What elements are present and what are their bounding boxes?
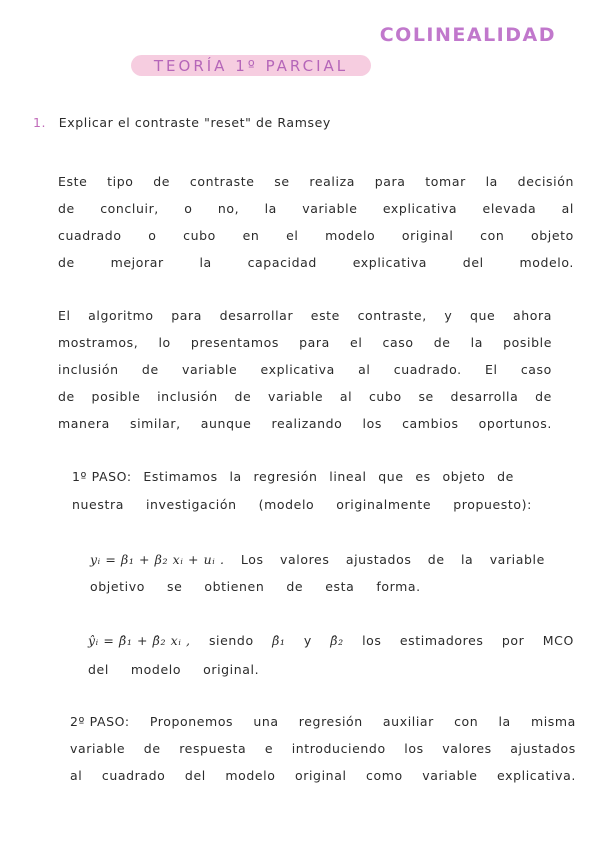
word: de <box>153 174 171 189</box>
word: nuestra <box>72 497 124 512</box>
question-heading <box>33 115 331 130</box>
word: de <box>497 469 514 484</box>
word: es <box>415 469 431 484</box>
word: ahora <box>512 308 552 323</box>
word: MCO <box>542 633 574 648</box>
word: original. <box>203 662 260 677</box>
word: modelo <box>225 768 276 783</box>
word: ajustados <box>510 741 576 756</box>
word: investigación <box>145 497 237 512</box>
step-1-equation <box>90 546 545 600</box>
word: este <box>310 308 340 323</box>
word: β̂₂ <box>330 633 344 648</box>
step-1 <box>72 463 532 519</box>
text-line <box>58 249 574 276</box>
word: de <box>58 255 75 270</box>
page-title: COLINEALIDAD <box>379 24 556 46</box>
word: del <box>462 255 484 270</box>
word: que <box>378 469 404 484</box>
word: mejorar <box>110 255 164 270</box>
word: en <box>242 228 260 243</box>
subtitle: TEORÍA 1º PARCIAL <box>153 57 349 75</box>
word: esta <box>325 579 355 594</box>
text-line <box>72 491 532 519</box>
word: lineal <box>329 469 367 484</box>
word: de <box>234 389 252 404</box>
text-line <box>58 222 574 249</box>
question-number: 1. <box>33 115 47 130</box>
word: al <box>70 768 83 783</box>
word: o <box>184 201 193 216</box>
text-line <box>58 410 552 437</box>
question-text: Explicar el contraste "reset" de Ramsey <box>58 115 331 130</box>
word: valores <box>442 741 492 756</box>
word: capacidad <box>247 255 317 270</box>
word: y <box>303 633 312 648</box>
word: la <box>498 714 511 729</box>
word: variable <box>182 362 238 377</box>
text-line <box>58 195 574 222</box>
word: se <box>166 579 183 594</box>
word: modelo <box>130 662 182 677</box>
word: objeto <box>442 469 486 484</box>
word: la <box>199 255 212 270</box>
word: e <box>264 741 274 756</box>
word: cuadrado. <box>393 362 462 377</box>
word: se <box>418 389 434 404</box>
step-2 <box>70 708 576 789</box>
word: propuesto): <box>453 497 532 512</box>
word: valores <box>280 552 330 567</box>
word: no, <box>217 201 240 216</box>
word: la <box>470 335 484 350</box>
word: ajustados <box>345 552 412 567</box>
text-line <box>58 383 552 410</box>
word: o <box>148 228 157 243</box>
word: explicativa. <box>497 768 576 783</box>
word: cubo <box>368 389 402 404</box>
word: β̂₁ <box>272 633 286 648</box>
word: de <box>141 362 159 377</box>
text-line <box>90 573 545 600</box>
word: explicativa <box>382 201 458 216</box>
word: similar, <box>129 416 181 431</box>
word: con <box>480 228 505 243</box>
word: respuesta <box>179 741 247 756</box>
word: del <box>184 768 206 783</box>
word: cuadrado <box>58 228 122 243</box>
text-line <box>72 463 514 491</box>
word: de <box>58 389 75 404</box>
word: realiza <box>309 174 355 189</box>
word: oportunos. <box>478 416 552 431</box>
word: tipo <box>107 174 134 189</box>
word: obtienen <box>204 579 265 594</box>
word: cuadrado <box>101 768 166 783</box>
word: (modelo <box>258 497 315 512</box>
word: y <box>444 308 453 323</box>
paragraph-2 <box>58 302 552 437</box>
word: que <box>470 308 496 323</box>
text-line <box>58 356 552 383</box>
text-line <box>70 735 576 762</box>
word: estimadores <box>399 633 484 648</box>
word: se <box>274 174 290 189</box>
word: contraste, <box>357 308 427 323</box>
word: manera <box>58 416 110 431</box>
word: regresión <box>298 714 363 729</box>
word: ŷᵢ = β̂₁ + β̂₂ xᵢ , <box>88 633 191 648</box>
word: con <box>454 714 479 729</box>
word: los <box>362 633 382 648</box>
word: variable <box>422 768 478 783</box>
word: explicativa <box>260 362 335 377</box>
word: 1º PASO: <box>72 469 132 484</box>
text-line <box>58 168 574 195</box>
word: misma <box>530 714 576 729</box>
word: posible <box>91 389 141 404</box>
word: la <box>460 552 474 567</box>
word: variable <box>267 389 324 404</box>
word: una <box>253 714 279 729</box>
word: para <box>171 308 203 323</box>
word: inclusión <box>58 362 119 377</box>
word: siendo <box>208 633 254 648</box>
text-line <box>58 329 552 356</box>
word: realizando <box>271 416 343 431</box>
word: como <box>366 768 403 783</box>
word: la <box>264 201 277 216</box>
subtitle-highlight <box>131 55 371 76</box>
word: auxiliar <box>382 714 434 729</box>
word: la <box>485 174 498 189</box>
word: Los <box>240 552 264 567</box>
word: del <box>88 662 109 677</box>
word: concluir, <box>100 201 159 216</box>
word: desarrollar <box>219 308 294 323</box>
word: objetivo <box>90 579 145 594</box>
word: original <box>401 228 454 243</box>
word: variable <box>70 741 126 756</box>
word: yᵢ = β₁ + β₂ xᵢ + uᵢ . <box>90 552 225 567</box>
word: caso <box>382 335 414 350</box>
word: original <box>295 768 347 783</box>
word: caso <box>520 362 552 377</box>
text-line <box>88 655 574 684</box>
word: los <box>404 741 424 756</box>
word: los <box>362 416 382 431</box>
word: de <box>535 389 552 404</box>
word: de <box>58 201 75 216</box>
word: El <box>484 362 498 377</box>
word: algoritmo <box>88 308 154 323</box>
word: tomar <box>425 174 466 189</box>
step-1-estimators <box>88 626 574 684</box>
word: de <box>427 552 445 567</box>
word: Proponemos <box>149 714 234 729</box>
text-line <box>70 708 576 735</box>
word: variable <box>489 552 545 567</box>
word: inclusión <box>157 389 218 404</box>
word: 2º PASO: <box>70 714 130 729</box>
word: El <box>58 308 71 323</box>
word: variable <box>302 201 358 216</box>
word: al <box>561 201 574 216</box>
text-line <box>70 762 576 789</box>
text-line <box>90 546 545 573</box>
word: de <box>433 335 451 350</box>
word: Estimamos <box>143 469 218 484</box>
word: modelo <box>325 228 376 243</box>
word: mostramos, <box>58 335 139 350</box>
word: de <box>143 741 161 756</box>
word: el <box>350 335 363 350</box>
text-line <box>58 302 552 329</box>
word: posible <box>503 335 552 350</box>
word: decisión <box>517 174 574 189</box>
word: desarrolla <box>450 389 519 404</box>
word: presentamos <box>190 335 280 350</box>
word: cambios <box>402 416 459 431</box>
word: introduciendo <box>291 741 386 756</box>
word: cubo <box>183 228 216 243</box>
word: originalmente <box>336 497 432 512</box>
word: modelo. <box>519 255 574 270</box>
paragraph-1 <box>58 168 574 276</box>
word: forma. <box>376 579 421 594</box>
word: contraste <box>189 174 255 189</box>
word: por <box>501 633 525 648</box>
word: la <box>229 469 242 484</box>
text-line <box>88 626 574 655</box>
word: explicativa <box>352 255 428 270</box>
word: objeto <box>531 228 574 243</box>
word: lo <box>158 335 171 350</box>
word: regresión <box>253 469 318 484</box>
word: de <box>286 579 304 594</box>
word: aunque <box>200 416 252 431</box>
word: Este <box>58 174 88 189</box>
word: al <box>339 389 353 404</box>
word: el <box>286 228 299 243</box>
word: para <box>299 335 330 350</box>
word: para <box>374 174 406 189</box>
word: elevada <box>482 201 537 216</box>
word: al <box>358 362 371 377</box>
